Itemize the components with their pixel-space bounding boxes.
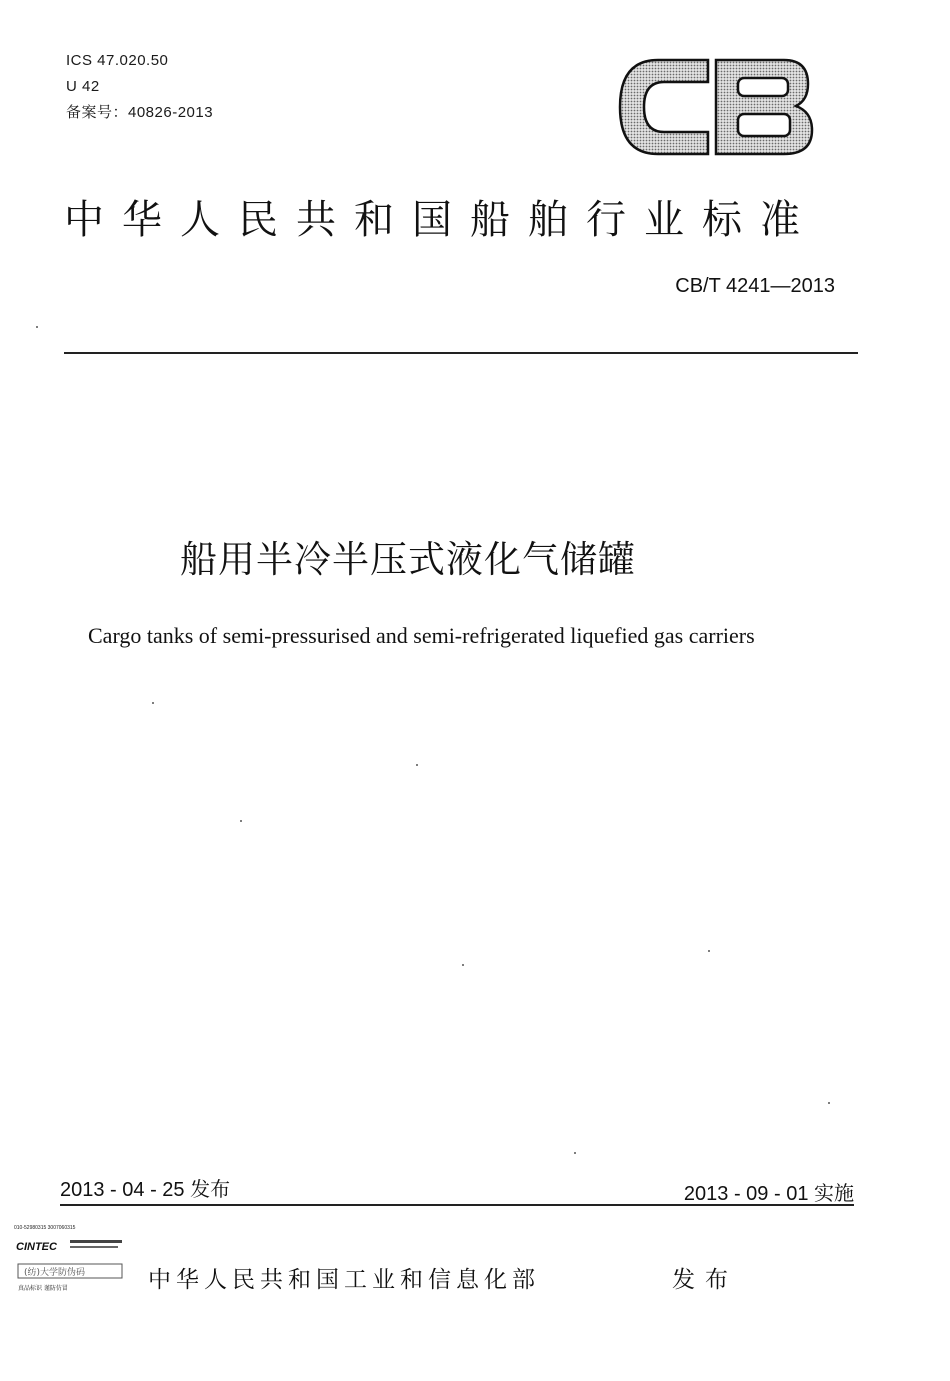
standard-number: CB/T 4241—2013 [675,275,835,297]
scan-speck [574,1152,576,1154]
cb-logo-icon [612,52,817,162]
document-title-chinese: 船用半冷半压式液化气储罐 [180,538,636,581]
stamp-mid-text: (纺)大学防伪码 [24,1268,86,1278]
stamp-bottom-text: 真品标识 谨防仿冒 [18,1285,68,1292]
document-title-english: Cargo tanks of semi-pressurised and semi-refrigerated liquefied gas carriers [88,623,755,648]
publisher-name: 中华人民共和国工业和信息化部 [148,1267,540,1293]
implementation-date: 2013 - 09 - 01 实施 [683,1183,854,1205]
scan-speck [708,950,710,952]
footer-divider [60,1204,854,1206]
ics-code: ICS 47.020.50 [66,52,169,69]
issue-date: 2013 - 04 - 25 发布 [60,1179,231,1201]
filing-number: 备案号：40826-2013 [66,104,214,121]
organization-title: 中华人民共和国船舶行业标准 [64,197,818,243]
scan-speck [36,326,38,328]
scan-speck [462,964,464,966]
stamp-top-text: 010-52980315 3007060315 [14,1225,76,1231]
publish-label: 发布 [672,1267,738,1293]
scan-speck [828,1102,830,1104]
scan-speck [416,764,418,766]
anti-counterfeit-label-icon [12,1220,132,1294]
ccs-code: U 42 [66,78,100,95]
scan-speck [152,702,154,704]
header-divider [64,352,858,354]
stamp-brand-text: CINTEC [16,1241,57,1253]
scan-speck [240,820,242,822]
